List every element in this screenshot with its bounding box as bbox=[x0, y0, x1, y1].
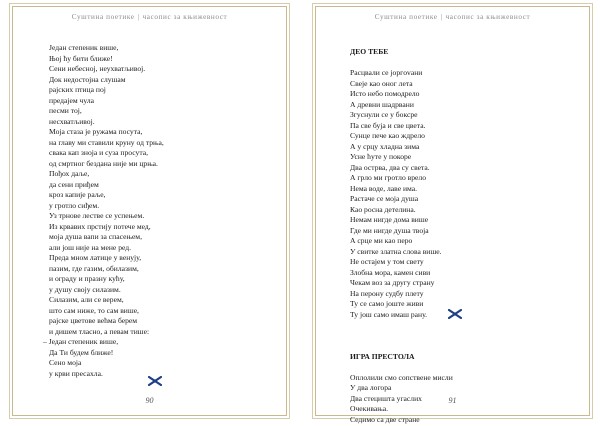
running-header bbox=[316, 13, 589, 21]
poem-line: Сунце пече као ждрело bbox=[350, 131, 425, 140]
poem-line: Два стецишта угаслих bbox=[350, 393, 422, 403]
poem-line: Да Ти будем ближе! bbox=[49, 347, 114, 357]
poem-line: А грло ми гротло врело bbox=[350, 173, 427, 182]
header-separator: | bbox=[440, 13, 443, 21]
poem-line: Један степеник више, bbox=[49, 43, 119, 52]
poem-line: од смртног бездана ниjе ми црња. bbox=[49, 158, 158, 168]
page-number: 91 bbox=[448, 396, 457, 405]
poem-line: рајске цветове већма берем bbox=[49, 316, 138, 325]
fleuron-icon bbox=[148, 376, 162, 386]
poem-line: рајских птица пој bbox=[49, 85, 106, 94]
header-subtitle: часопис за књижевност bbox=[142, 13, 228, 21]
page-number: 90 bbox=[145, 396, 154, 405]
poem-line: несхватљивој. bbox=[49, 116, 95, 126]
poem-line: у крви пресахла. bbox=[49, 368, 103, 378]
poem-line: Растаче се моја душа bbox=[350, 194, 419, 203]
poem-line: Као росна детелина. bbox=[350, 204, 416, 214]
poem-line: и ограду и празну кућу, bbox=[49, 274, 125, 283]
poems-text bbox=[350, 47, 453, 425]
poem-line: што сам ниже, то сам више, bbox=[49, 305, 139, 315]
poem-line: Уз трнове лестве се успењем. bbox=[49, 211, 145, 220]
poem-line: У два логора bbox=[350, 383, 392, 392]
poem-line: и дишем тласно, а певам тише: bbox=[49, 326, 150, 336]
poem-line: У свитке златна слова више. bbox=[350, 246, 442, 256]
poem-line: у душу своју силазим. bbox=[49, 284, 121, 294]
poem-text bbox=[43, 43, 164, 379]
poem-line: Седимо са две стране bbox=[350, 414, 420, 424]
header-title: Суштина поетике bbox=[71, 13, 135, 21]
poem-title: ИГРА ПРЕСТОЛА bbox=[350, 351, 415, 361]
poem-line: Сено моја bbox=[49, 358, 82, 367]
poem-line: Док недостојна слушам bbox=[49, 74, 126, 84]
poem-line: предајем чула bbox=[49, 95, 94, 105]
poem-line: песми тој, bbox=[49, 106, 82, 115]
poem-line: Чекам воз за другу страну bbox=[350, 278, 435, 287]
poem-line: Моја стаза је ружама посута, bbox=[49, 127, 143, 136]
fleuron-icon bbox=[448, 309, 462, 319]
poem-line: свака кап зноја и суза просута, bbox=[49, 148, 149, 157]
poem-line: Где ми нигде душа твоја bbox=[350, 225, 429, 235]
poem-line: Ту се само јоште живи bbox=[350, 299, 424, 308]
poem-line: – Један степеник више, bbox=[43, 337, 119, 346]
poem-line: На перону судбу плету bbox=[350, 288, 424, 298]
poem-line: Усне ћуте у покоре bbox=[350, 152, 412, 161]
poem-line: Злобна мора, камен сиви bbox=[350, 267, 431, 277]
poem-line: Оплолили смо сопствене мисли bbox=[350, 372, 453, 382]
poem-line: Силазим, али се верем, bbox=[49, 295, 124, 304]
poem-line: А у срцу хладна зима bbox=[350, 141, 420, 151]
poem-line: А древни шадрвани bbox=[350, 99, 414, 109]
poem-line: у гротло сиђем. bbox=[49, 200, 100, 210]
poem-line: кроз капије раље, bbox=[49, 190, 106, 199]
left-page bbox=[12, 6, 287, 416]
poem-line: Па све бујa и све цвета. bbox=[350, 120, 426, 130]
poem-line: Исто небо помодрело bbox=[350, 89, 420, 98]
poem-line: да сени приђем bbox=[49, 179, 99, 189]
poem-line: Свеје као оног лета bbox=[350, 78, 413, 88]
poem-line: Сени небесној, неухватљивој. bbox=[49, 64, 146, 73]
header-separator: | bbox=[137, 13, 140, 21]
poem-line: Згуснули се у боксре bbox=[350, 110, 418, 119]
poem-line: Немам нигде дома више bbox=[350, 215, 429, 224]
running-header bbox=[13, 13, 286, 21]
poem-line: Из крвавих прстију потече мед, bbox=[49, 221, 151, 231]
poem-line: Расцвали се јоргovани bbox=[350, 68, 423, 77]
poem-title: ДЕО ТЕБЕ bbox=[350, 47, 389, 56]
header-subtitle: часопис за књижевност bbox=[445, 13, 531, 21]
right-page bbox=[315, 6, 590, 424]
poem-line: А срце ми као перо bbox=[350, 236, 413, 245]
poem-line: моја душа вапи за спасењем, bbox=[49, 232, 143, 241]
header-title: Суштина поетике bbox=[374, 13, 438, 21]
poem-line: пазим, где газим, обилазим, bbox=[49, 263, 139, 273]
poem-line: Пођох даље, bbox=[49, 169, 90, 178]
poem-line: Ту још само имаш рану. bbox=[350, 309, 428, 319]
poem-line: Нема воде, лаве има. bbox=[350, 183, 418, 193]
poem-line: Преда мном латице у венују, bbox=[49, 253, 142, 262]
poem-line: Очекивања. bbox=[350, 404, 389, 413]
poem-line: на главу ми ставили круну од трња, bbox=[49, 137, 164, 147]
poem-line: Њој ћу бити ближе! bbox=[49, 53, 113, 63]
poem-line: Два острва, два су света. bbox=[350, 162, 430, 172]
poem-line: Не остајем у том свету bbox=[350, 257, 424, 266]
poem-line: али још није на мене ред. bbox=[49, 242, 132, 252]
